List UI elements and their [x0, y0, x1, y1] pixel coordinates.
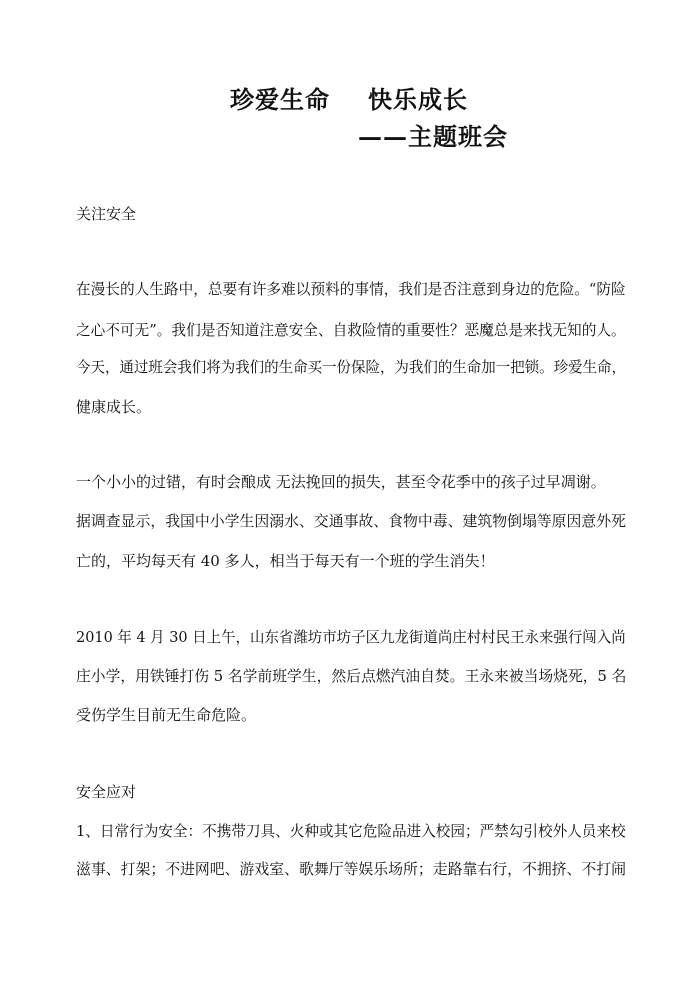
paragraph-line: 1、日常行为安全：不携带刀具、火种或其它危险品进入校园；严禁勾引校外人员来校	[76, 822, 626, 840]
paragraph-line: 今天，通过班会我们将为我们的生命买一份保险，为我们的生命加一把锁。珍爱生命，	[76, 358, 627, 376]
paragraph-line: 之心不可无”。我们是否知道注意安全、自救险情的重要性？恶魔总是来找无知的人。	[76, 321, 626, 339]
section-heading-focus-safety: 关注安全	[76, 205, 137, 223]
paragraph-line: 在漫长的人生路中，总要有许多难以预料的事情，我们是否注意到身边的危险。“防险	[76, 280, 626, 298]
paragraph-line: 亡的，平均每天有 40 多人，相当于每天有一个班的学生消失！	[76, 552, 495, 570]
paragraph-line: 2010 年 4 月 30 日上午，山东省潍坊市坊子区九龙街道尚庄村村民王永来强行闯入尚	[76, 628, 626, 646]
title-part-2: 快乐成长	[368, 85, 468, 114]
paragraph-line: 庄小学，用铁锤打伤 5 名学前班学生，然后点燃汽油自焚。王永来被当场烧死，5 名	[76, 667, 627, 685]
paragraph-line: 据调查显示，我国中小学生因溺水、交通事故、食物中毒、建筑物倒塌等原因意外死	[76, 512, 627, 530]
paragraph-line: 一个小小的过错，有时会酿成 无法挽回的损失，甚至令花季中的孩子过早凋谢。	[76, 473, 606, 491]
document-subtitle: ——主题班会	[358, 122, 508, 151]
title-part-1: 珍爱生命	[230, 85, 330, 114]
paragraph-line: 受伤学生目前无生命危险。	[76, 706, 257, 724]
document-title	[230, 80, 468, 115]
paragraph-line: 健康成长。	[76, 398, 152, 416]
paragraph-line: 滋事、打架；不进网吧、游戏室、歌舞厅等娱乐场所；走路靠右行，不拥挤、不打闹	[76, 860, 627, 878]
section-heading-safety-response: 安全应对	[76, 783, 137, 801]
